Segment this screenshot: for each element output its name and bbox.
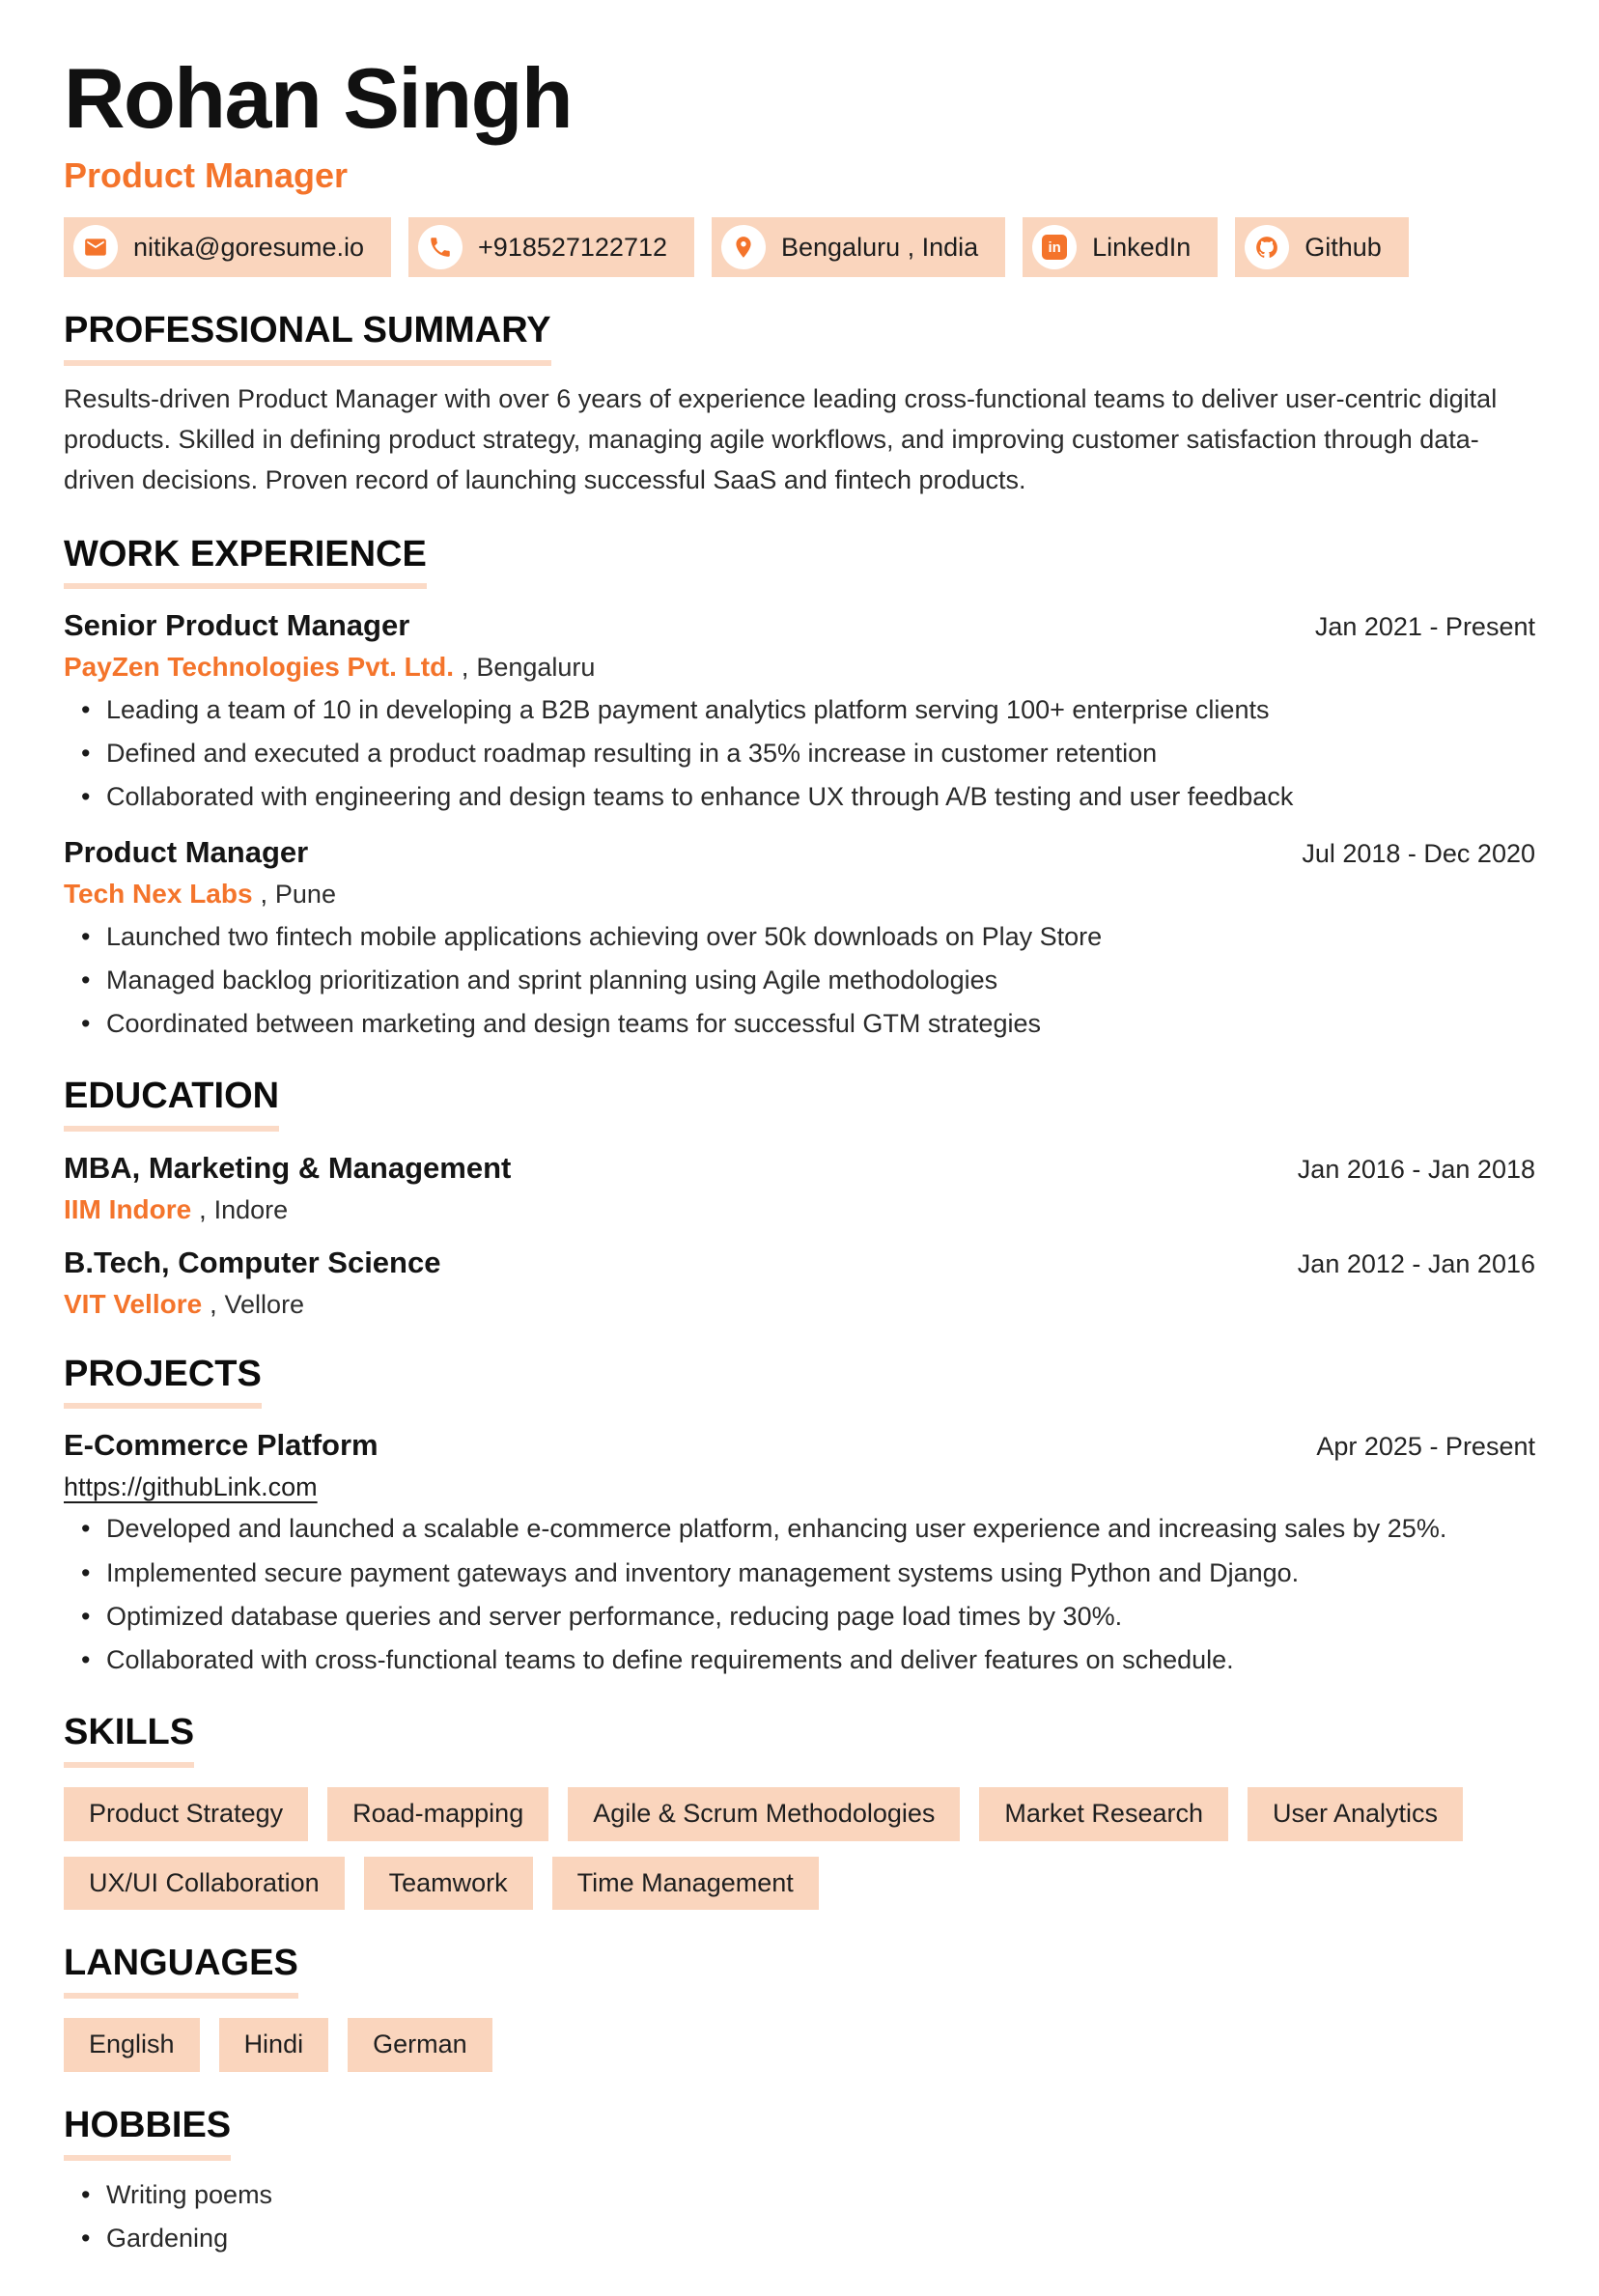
project-entry [64,1428,1535,1679]
section-professional-summary [64,312,1535,500]
job-bullet: • Defined and executed a product roadmap resulting in a 35% increase in customer retention [64,735,1535,772]
education-dates: Jan 2012 - Jan 2016 [1297,1248,1535,1278]
section-education [64,1078,1535,1320]
experience-entry: Senior Product Manager Jan 2021 - Present PayZen Technologies Pvt. Ltd. , Bengaluru • Leading a team of 10 in developing a B2B payment analytics platform serving 100+ enterprise clients • Defined and executed a product roadmap resulting in a 35% increase in customer retention • Collaborated with engineering and design teams to enhance UX through A/B testing and user feedback [64,608,1535,816]
company-location: Bengaluru [476,653,596,683]
project-bullet: • Implemented secure payment gateways and inventory management systems using Python and Django. [64,1554,1535,1592]
skill-chip: User Analytics [1248,1787,1463,1841]
project-name: E-Commerce Platform [64,1428,379,1463]
job-dates: Jan 2021 - Present [1314,612,1535,642]
envelope-icon [73,225,118,269]
section-heading-projects: PROJECTS [64,1356,262,1410]
skill-chip: Time Management [552,1857,819,1911]
job-role: Product Manager [64,835,309,870]
degree-name: MBA, Marketing & Management [64,1151,512,1186]
section-heading-summary: PROFESSIONAL SUMMARY [64,312,551,366]
linkedin-icon: in [1032,225,1077,269]
section-heading-skills: SKILLS [64,1714,194,1768]
job-bullet: • Coordinated between marketing and design teams for successful GTM strategies [64,1005,1535,1043]
project-link[interactable]: https://githubLink.com [64,1472,318,1502]
school-location: Vellore [224,1289,305,1319]
job-bullet: • Leading a team of 10 in developing a B2B payment analytics platform serving 100+ enterprise clients [64,691,1535,729]
languages-chip-list [64,2018,1535,2072]
candidate-job-title: Product Manager [64,154,349,195]
project-bullet: • Developed and launched a scalable e-commerce platform, enhancing user experience and increasing sales by 25%. [64,1510,1535,1548]
section-heading-hobbies: HOBBIES [64,2107,231,2161]
job-bullet-list [64,691,1535,816]
job-bullet: • Launched two fintech mobile applications achieving over 50k downloads on Play Store [64,918,1535,956]
education-entry: B.Tech, Computer Science Jan 2012 - Jan 2016 VIT Vellore , Vellore [64,1245,1535,1319]
candidate-name: Rohan Singh [64,50,573,146]
degree-name: B.Tech, Computer Science [64,1245,441,1279]
section-heading-education: EDUCATION [64,1078,279,1132]
hobby-item: • Writing poems [64,2176,1535,2214]
language-chip: Hindi [219,2018,329,2072]
experience-entry: Product Manager Jul 2018 - Dec 2020 Tech Nex Labs , Pune • Launched two fintech mobile applications achieving over 50k downloads on Play Store • Managed backlog prioritization and sprint planning using Agile methodologies • Coordinated between marketing and design teams for successful GTM strategies [64,835,1535,1043]
education-dates: Jan 2016 - Jan 2018 [1297,1155,1535,1185]
contact-row [64,217,1535,277]
phone-text: +918527122712 [478,232,667,262]
linkedin-text: LinkedIn [1092,232,1192,262]
school-name: IIM Indore [64,1194,192,1225]
job-bullet-list [64,918,1535,1043]
skill-chip: Agile & Scrum Methodologies [568,1787,960,1841]
skill-chip: Product Strategy [64,1787,308,1841]
skill-chip: Road-mapping [327,1787,548,1841]
company-name: PayZen Technologies Pvt. Ltd. [64,652,454,683]
project-bullet: • Collaborated with cross-functional teams to define requirements and deliver features on schedule. [64,1641,1535,1679]
section-projects [64,1353,1535,1679]
phone-icon [418,225,463,269]
linkedin-chip[interactable] [1023,217,1218,277]
github-chip[interactable] [1235,217,1409,277]
hobby-item: • Gardening [64,2220,1535,2257]
summary-paragraph: Results-driven Product Manager with over 6 years of experience leading cross-functional teams to deliver user-centric digital products. Skilled in defining product strategy, managing agile workflows, and improving customer satisfaction through data-driven decisions. Proven record of launching successful SaaS and fintech products. [64,384,1498,494]
project-bullet: • Optimized database queries and server performance, reducing page load times by 30%. [64,1598,1535,1636]
resume-header [64,50,1535,277]
school-name: VIT Vellore [64,1288,203,1319]
job-bullet: • Collaborated with engineering and design teams to enhance UX through A/B testing and user feedback [64,778,1535,816]
section-hobbies [64,2104,1535,2257]
email-text: nitika@goresume.io [133,232,365,262]
section-heading-experience: WORK EXPERIENCE [64,536,427,590]
language-chip: German [348,2018,492,2072]
skills-chip-list [64,1787,1535,1910]
github-text: Github [1304,232,1382,262]
job-dates: Jul 2018 - Dec 2020 [1302,839,1535,869]
email-chip[interactable] [64,217,391,277]
phone-chip[interactable] [408,217,694,277]
location-pin-icon [721,225,766,269]
skill-chip: Market Research [979,1787,1228,1841]
section-heading-languages: LANGUAGES [64,1945,298,1999]
section-skills [64,1711,1535,1910]
language-chip: English [64,2018,200,2072]
section-work-experience [64,533,1535,1044]
location-text: Bengaluru , India [781,232,979,262]
github-icon [1245,225,1289,269]
project-bullet-list [64,1510,1535,1679]
location-chip [712,217,1005,277]
company-location: Pune [274,880,336,910]
hobbies-list [64,2176,1535,2257]
job-bullet: • Managed backlog prioritization and sprint planning using Agile methodologies [64,962,1535,999]
job-role: Senior Product Manager [64,608,410,643]
skill-chip: UX/UI Collaboration [64,1857,345,1911]
section-languages [64,1945,1535,2072]
education-entry: MBA, Marketing & Management Jan 2016 - Jan 2018 IIM Indore , Indore [64,1151,1535,1225]
company-name: Tech Nex Labs [64,879,253,910]
skill-chip: Teamwork [364,1857,533,1911]
school-location: Indore [213,1195,289,1225]
project-dates: Apr 2025 - Present [1316,1432,1535,1462]
